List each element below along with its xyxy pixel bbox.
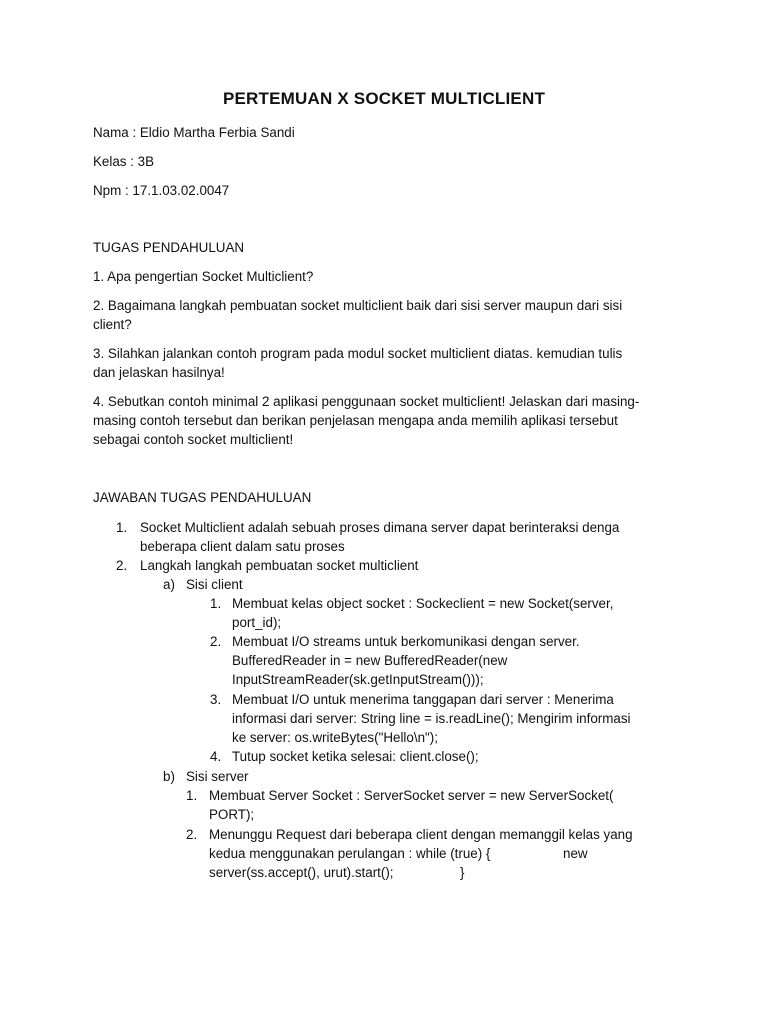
client-step-2-line-3: InputStreamReader(sk.getInputStream()));	[232, 672, 484, 687]
answer-2-line-1: Langkah langkah pembuatan socket multiclient	[140, 558, 419, 573]
client-step-4-line-1: Tutup socket ketika selesai: client.close();	[232, 749, 479, 764]
server-step-1-number: 1.	[186, 788, 198, 803]
client-step-1-line-2: port_id);	[232, 615, 282, 630]
question-2-line-1: 2. Bagaimana langkah pembuatan socket multiclient baik dari sisi server maupun dari sisi	[93, 298, 623, 313]
client-step-2-line-2: BufferedReader in = new BufferedReader(new	[232, 653, 508, 668]
kelas-line: Kelas : 3B	[93, 154, 155, 169]
tugas-heading: TUGAS PENDAHULUAN	[93, 240, 245, 255]
server-step-2-new-keyword: new	[563, 846, 588, 861]
server-step-1-line-1: Membuat Server Socket : ServerSocket server = new ServerSocket(	[209, 788, 614, 803]
server-step-2-line-1: Menunggu Request dari beberapa client dengan memanggil kelas yang	[209, 827, 633, 842]
question-2-line-2: client?	[93, 317, 132, 332]
answer-1-line-1: Socket Multiclient adalah sebuah proses dimana server dapat berinteraksi denga	[140, 520, 620, 535]
document-title: PERTEMUAN X SOCKET MULTICLIENT	[222, 89, 546, 108]
client-step-1-line-1: Membuat kelas object socket : Sockeclient = new Socket(server,	[232, 596, 614, 611]
server-step-2-closing-brace: }	[460, 865, 465, 880]
answer-1-line-2: beberapa client dalam satu proses	[140, 539, 345, 554]
question-3-line-2: dan jelaskan hasilnya!	[93, 365, 225, 380]
client-step-4-number: 4.	[210, 749, 222, 764]
question-4-line-2: masing contoh tersebut dan berikan penjelasan mengapa anda memilih aplikasi tersebut	[93, 413, 618, 428]
client-step-2-number: 2.	[210, 634, 222, 649]
client-step-3-number: 3.	[210, 692, 222, 707]
client-step-3-line-1: Membuat I/O untuk menerima tanggapan dari server : Menerima	[232, 692, 614, 707]
question-3-line-1: 3. Silahkan jalankan contoh program pada modul socket multiclient diatas. kemudian tulis	[93, 346, 623, 361]
npm-line: Npm : 17.1.03.02.0047	[93, 183, 230, 198]
answer-2-number: 2.	[116, 558, 128, 573]
client-step-2-line-1: Membuat I/O streams untuk berkomunikasi dengan server.	[232, 634, 580, 649]
client-label: Sisi client	[186, 577, 243, 592]
server-step-2-line-3: server(ss.accept(), urut).start();	[209, 865, 394, 880]
jawaban-heading: JAWABAN TUGAS PENDAHULUAN	[93, 490, 312, 505]
server-letter: b)	[163, 769, 175, 784]
question-4-line-1: 4. Sebutkan contoh minimal 2 aplikasi penggunaan socket multiclient! Jelaskan dari masing-	[93, 394, 640, 409]
server-step-2-number: 2.	[186, 827, 198, 842]
client-step-3-line-3: ke server: os.writeBytes("Hello\n");	[232, 730, 438, 745]
server-step-1-line-2: PORT);	[209, 807, 255, 822]
server-step-2-line-2: kedua menggunakan perulangan : while (true) {	[209, 846, 491, 861]
question-4-line-3: sebagai contoh socket multiclient!	[93, 432, 294, 447]
nama-line: Nama : Eldio Martha Ferbia Sandi	[93, 125, 295, 140]
server-label: Sisi server	[186, 769, 249, 784]
client-step-3-line-2: informasi dari server: String line = is.readLine(); Mengirim informasi	[232, 711, 631, 726]
answer-1-number: 1.	[116, 520, 128, 535]
client-step-1-number: 1.	[210, 596, 222, 611]
client-letter: a)	[163, 577, 175, 592]
question-1: 1. Apa pengertian Socket Multiclient?	[93, 269, 314, 284]
